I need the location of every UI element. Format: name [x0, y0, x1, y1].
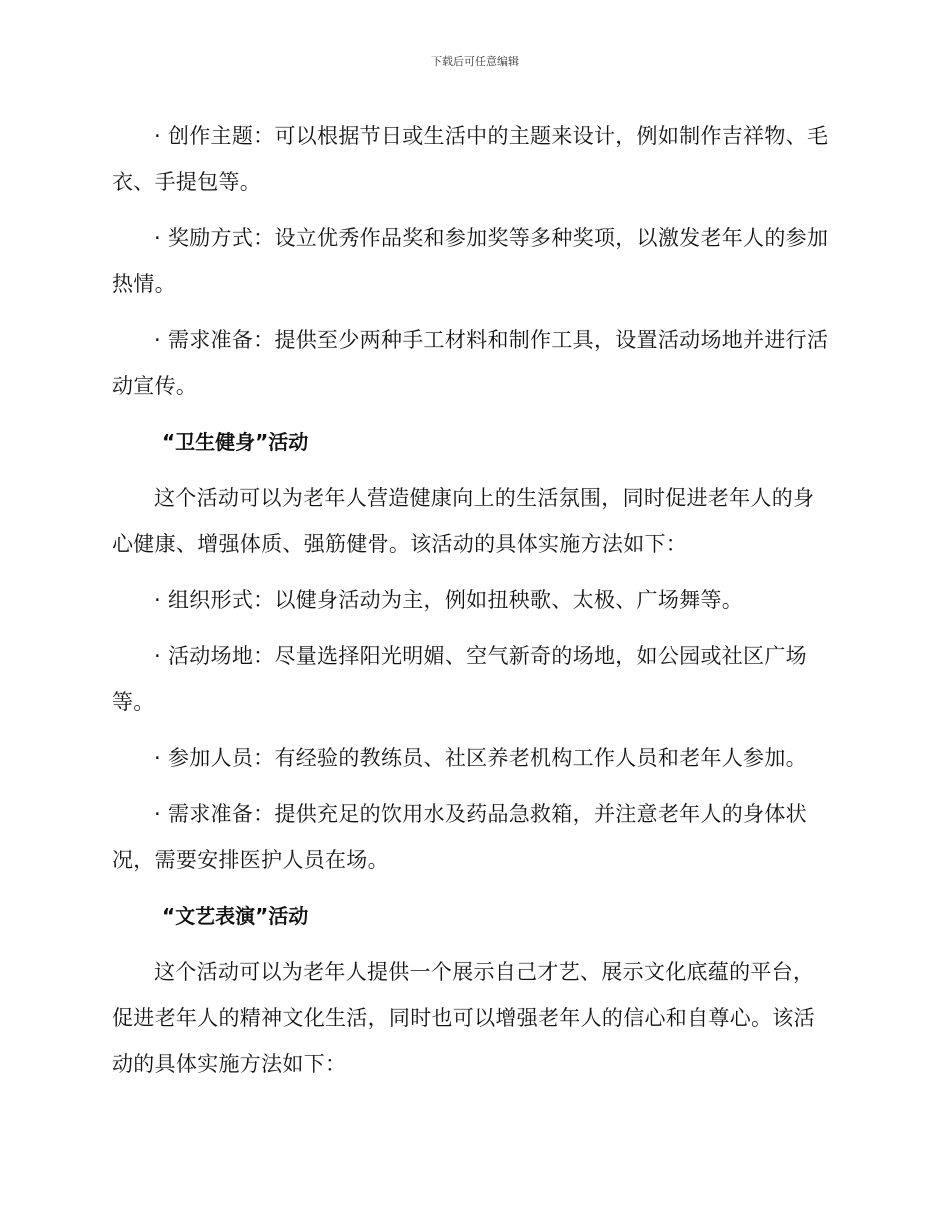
paragraph-organization-form: · 组织形式：以健身活动为主，例如扭秧歌、太极、广场舞等。 [154, 588, 744, 612]
document-body [112, 113, 832, 1097]
page-header: 下载后可任意编辑 [431, 55, 519, 68]
paragraph-reward-method: · 奖励方式：设立优秀作品奖和参加奖等多种奖项，以激发老年人的参加热情。 [112, 226, 829, 296]
paragraph-fitness-intro: 这个活动可以为老年人营造健康向上的生活氛围，同时促进老年人的身心健康、增强体质、强筋健骨。该活动的具体实施方法如下： [112, 486, 815, 556]
section-heading-fitness: “卫生健身”活动 [162, 430, 309, 454]
section-heading-performance: “文艺表演”活动 [162, 904, 309, 928]
paragraph-performance-intro: 这个活动可以为老年人提供一个展示自己才艺、展示文化底蕴的平台，促进老年人的精神文化生活，同时也可以增强老年人的信心和自尊心。该活动的具体实施方法如下： [112, 960, 815, 1076]
paragraph-requirements-craft: · 需求准备：提供至少两种手工材料和制作工具，设置活动场地并进行活动宣传。 [112, 328, 829, 398]
paragraph-participants: · 参加人员：有经验的教练员、社区养老机构工作人员和老年人参加。 [154, 746, 807, 770]
paragraph-venue: · 活动场地：尽量选择阳光明媚、空气新奇的场地，如公园或社区广场等。 [112, 644, 807, 714]
paragraph-requirements-fitness: · 需求准备：提供充足的饮用水及药品急救箱，并注意老年人的身体状况，需要安排医护人员在场。 [112, 802, 807, 872]
paragraph-creation-theme: · 创作主题：可以根据节日或生活中的主题来设计，例如制作吉祥物、毛衣、手提包等。 [112, 124, 829, 194]
